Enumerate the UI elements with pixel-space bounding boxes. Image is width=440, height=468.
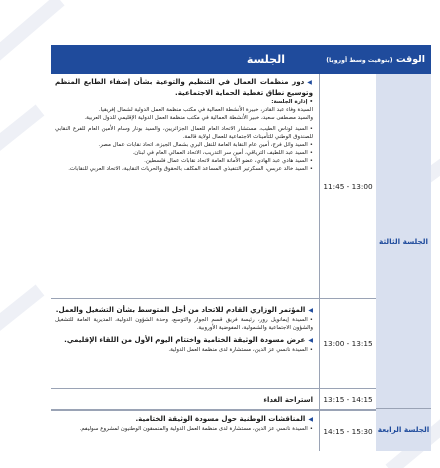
session-4-label: الجلسة الرابعة bbox=[376, 408, 431, 449]
list-item: •السيدة نانسي عز الدين، مستشارة لدى منظمة العمل الدولية. bbox=[168, 347, 313, 353]
row-content bbox=[51, 299, 320, 388]
table-row bbox=[51, 74, 376, 299]
list-item: •السيد عبد اللطيف الترياقي، أمين سر التدريب، الاتحاد العمالي العام في لبنان. bbox=[132, 150, 313, 156]
row-title: ◀المؤتمر الوزاري القادم للاتحاد من أجل المتوسط بشأن التشغيل والعمل. bbox=[55, 305, 313, 314]
row-content bbox=[51, 74, 320, 298]
header-time-note: (بتوقيت وسط أوروبا) bbox=[326, 57, 393, 64]
table-row bbox=[51, 410, 376, 451]
list-item: •السيد هادي عبد الهادي، عضو الأمانة العامة لاتحاد نقابات عمال فلسطين. bbox=[144, 158, 313, 164]
moderator-text: السيدة وفاء عبد القادر، خبيرة الأنشطة العمالية في مكتب منظمة العمل الدولية لشمال إفريقيا. bbox=[98, 107, 313, 113]
row-content bbox=[51, 411, 320, 451]
list-item: •السيد لوناس الطيب، مستشار الاتحاد العام للعمال الجزائريين، والسيد بونار وسام الأمين العام للفرع النقابي للصندوق الوطني للتأمينات الاجتماعية للعمال لولاية قالمة. bbox=[55, 126, 313, 140]
list-item: •السيدة نانسي عز الدين، مستشارة لدى منظمة العمل الدولية والمنسقون الوطنيون لمشروع سوليفم. bbox=[79, 426, 313, 432]
row-time: 11:45 - 13:00 bbox=[323, 181, 373, 191]
list-item: •السيد وائل فرج، أمين عام النقابة العامة للنقل البري بشمال الجيزة، اتحاد نقابات عمال مصر. bbox=[98, 142, 313, 148]
list-item: •السيد خالد عربس، السكرتير التنفيذي المساعد المكلف بالحقوق والحريات النقابية، الاتحاد العربي للنقابات. bbox=[68, 166, 313, 172]
session-3-label: الجلسة الثالثة bbox=[379, 236, 428, 246]
table-header bbox=[51, 45, 431, 74]
session-rows bbox=[51, 74, 376, 451]
agenda-table bbox=[51, 45, 431, 451]
moderator-heading: •إدارة الجلسة: bbox=[271, 99, 313, 105]
triangle-bullet-icon: ◀ bbox=[308, 337, 313, 344]
moderator-text-2: والسيد مصطفى سعيد، خبير الأنشطة العمالية في مكتب منظمة العمل الدولية الإقليمي للدول العربية. bbox=[84, 115, 313, 121]
header-time-label: الوقت bbox=[395, 54, 425, 65]
row-title: ◀عرض مسودة الوثيقة الختامية واختتام اليوم الأول من اللقاء الإقليمي. bbox=[64, 335, 313, 344]
row-time: 13:00 - 13:15 bbox=[323, 339, 373, 348]
triangle-bullet-icon: ◀ bbox=[308, 307, 313, 314]
row-time: 13:15 - 14:15 bbox=[323, 394, 373, 404]
header-session-label: الجلسة bbox=[246, 53, 285, 66]
triangle-bullet-icon: ◀ bbox=[308, 416, 313, 423]
triangle-bullet-icon: ◀ bbox=[307, 79, 313, 86]
table-row bbox=[51, 299, 376, 389]
list-item: •السيدة إيمانويل رور، رئيسة فريق قسم الجوار والتوسع، وحدة الشؤون الدولية، المديرية العامة للتشغيل والشؤون الاجتماعية والشمولية، المفوضية الأوروبية. bbox=[55, 317, 313, 331]
table-row bbox=[51, 389, 376, 410]
row-time: 14:15 - 15:30 bbox=[323, 426, 373, 436]
session-label-column bbox=[376, 74, 431, 451]
header-time bbox=[326, 54, 431, 65]
break-label: استراحة الغداء bbox=[51, 389, 320, 409]
row-title: ◀المناقشات الوطنية حول مسودة الوثيقة الختامية. bbox=[135, 414, 313, 423]
row-title: ◀دور منظمات العمال في التنظيم والتوعية بشأن إضفاء الطابع المنظم وتوسيع نطاق تغطية الحماية الاجتماعية. bbox=[55, 77, 313, 97]
table-body bbox=[51, 74, 431, 451]
